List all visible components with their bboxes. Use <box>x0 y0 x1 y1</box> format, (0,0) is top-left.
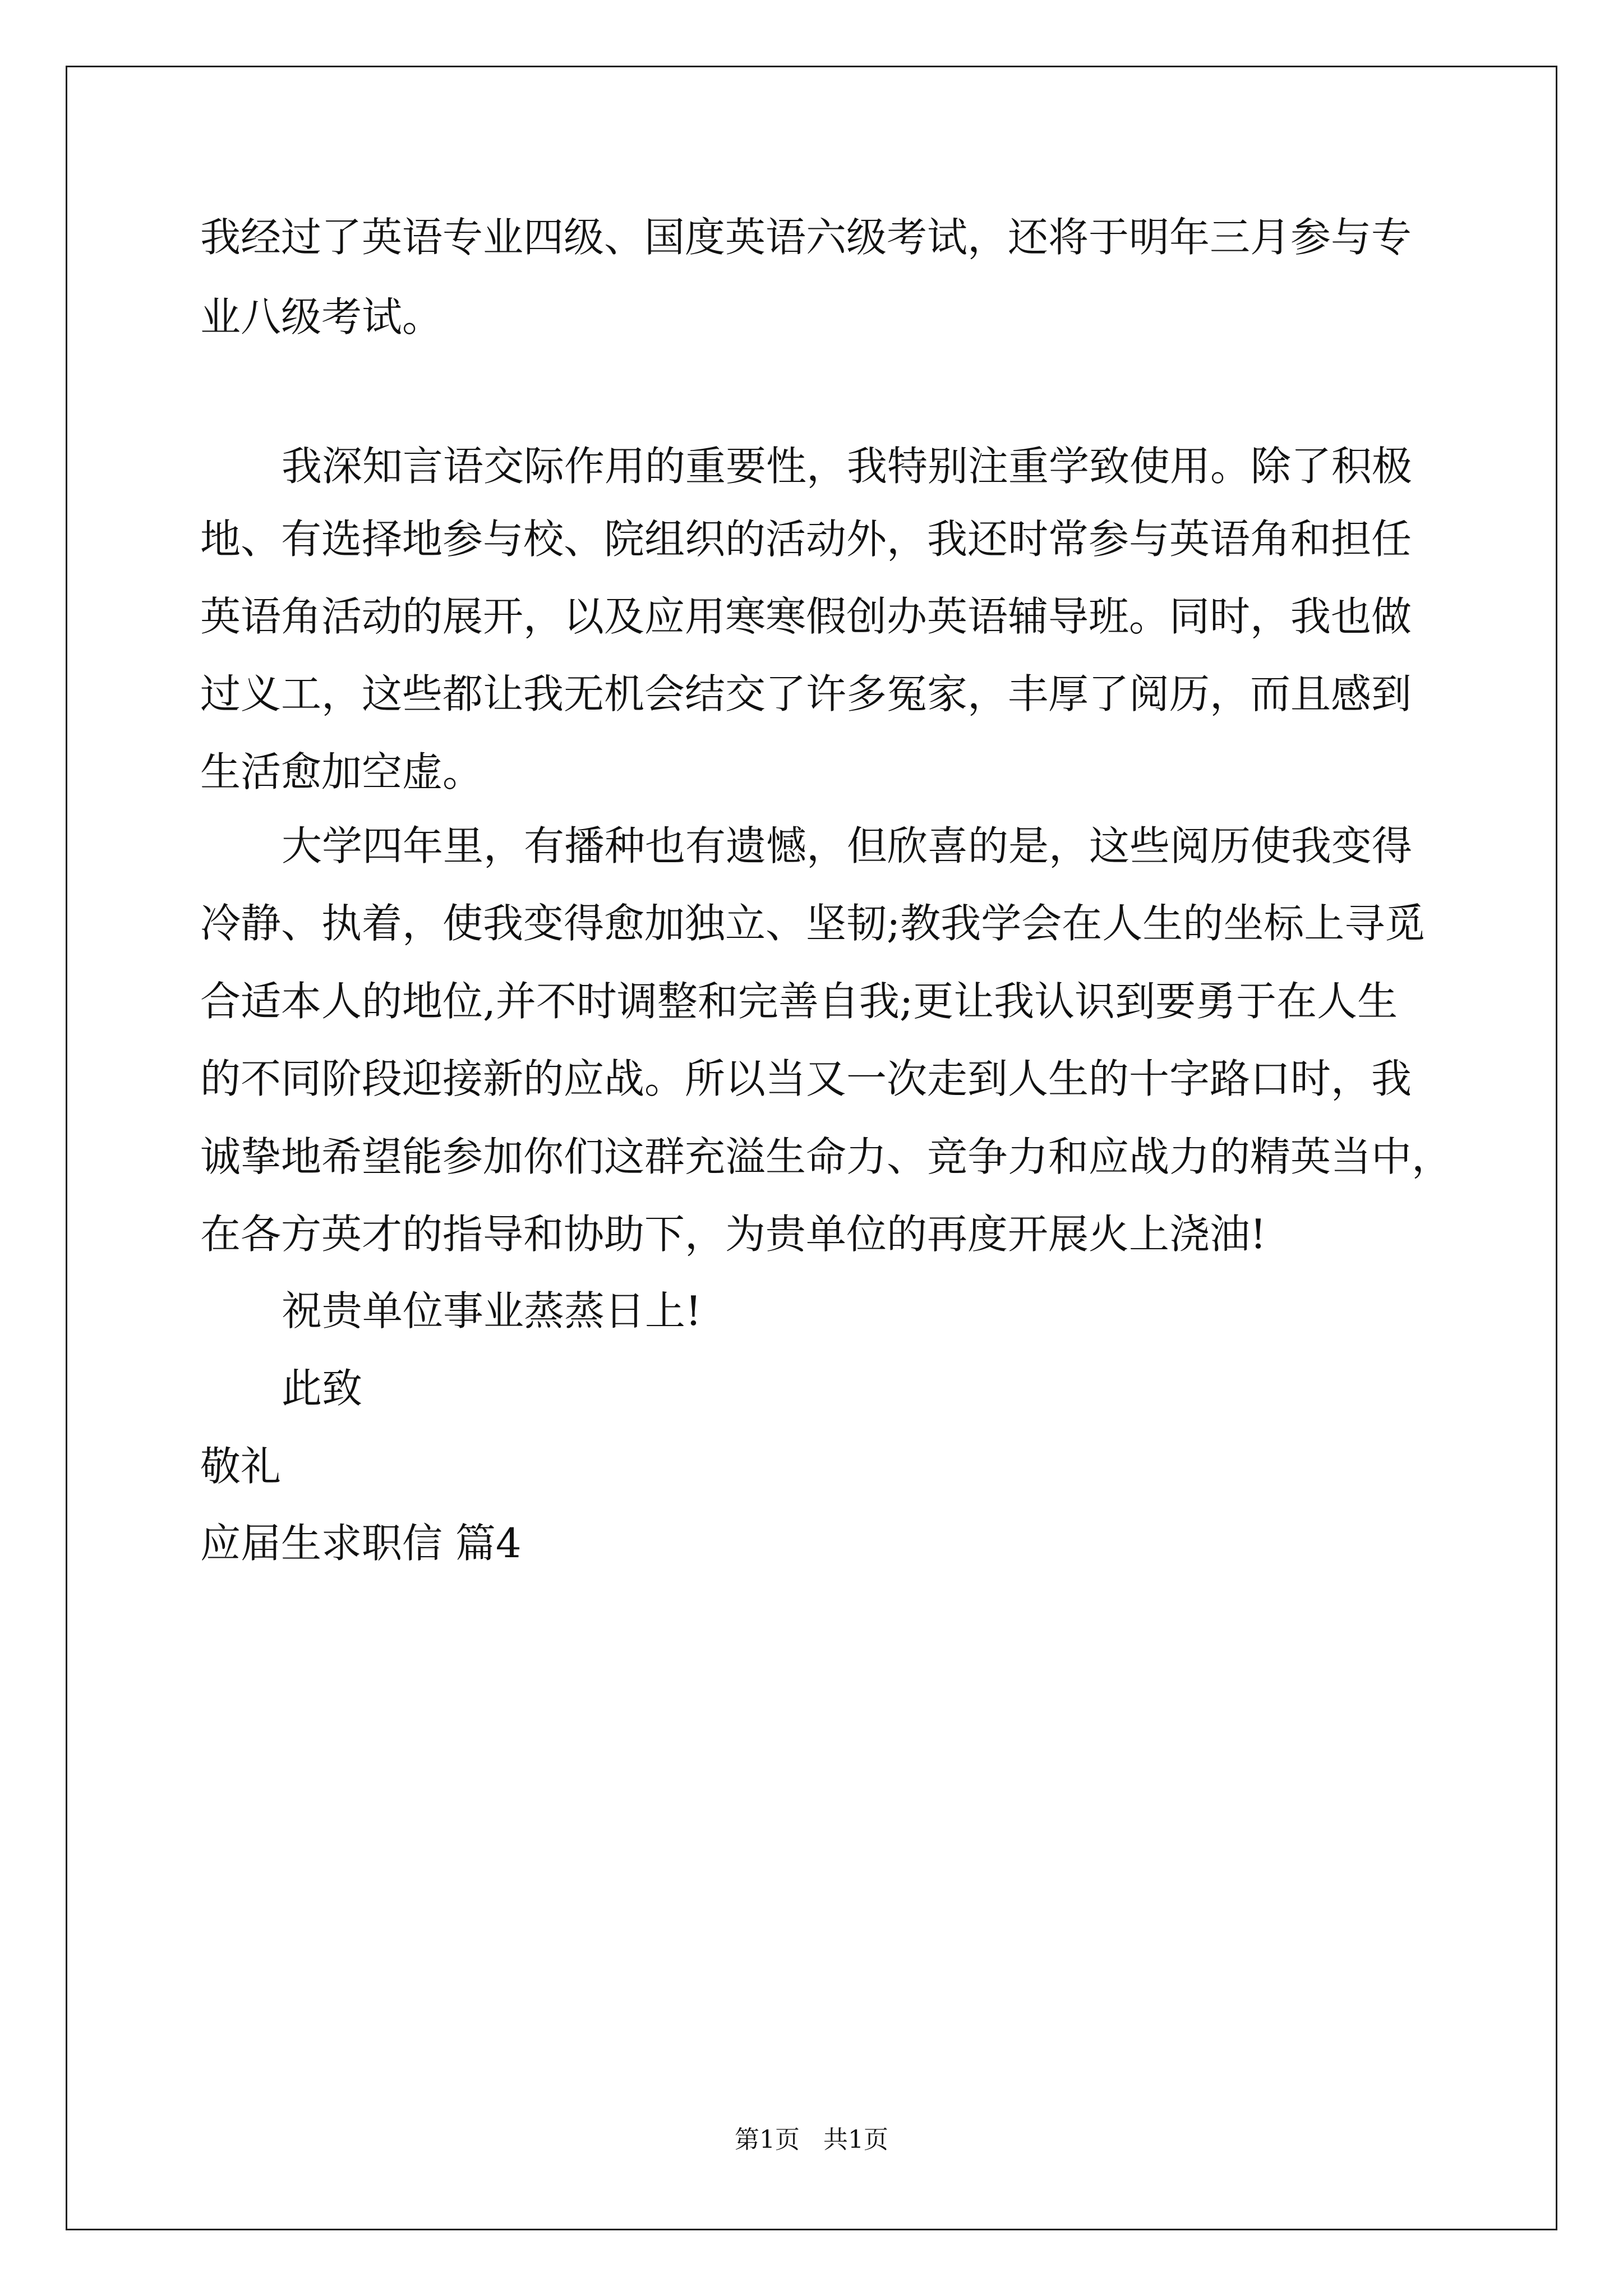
body-line-2: 业八级考试。 <box>200 293 443 341</box>
body-line-7: 生活愈加空虚。 <box>200 748 483 795</box>
body-line-10: 合适本人的地位,并不时调整和完善自我;更让我认识到要勇于在人生 <box>200 978 1398 1025</box>
body-line-12: 诚挚地希望能参加你们这群充溢生命力、竞争力和应战力的精英当中， <box>200 1133 1453 1180</box>
body-line-11: 的不同阶段迎接新的应战。所以当又一次走到人生的十字路口时，我 <box>200 1055 1412 1102</box>
closing-wish: 祝贵单位事业蒸蒸日上! <box>282 1287 702 1335</box>
closing-regards: 敬礼 <box>200 1443 282 1490</box>
page-number-footer: 第1页 共1页 <box>735 2125 888 2154</box>
body-line-3: 我深知言语交际作用的重要性，我特别注重学致使用。除了积极 <box>282 443 1413 490</box>
section-heading: 应届生求职信 篇4 <box>200 1520 522 1567</box>
body-line-5: 英语角活动的展开，以及应用寒寒假创办英语辅导班。同时，我也做 <box>200 593 1412 640</box>
body-line-6: 过义工，这些都让我无机会结交了许多冤家，丰厚了阅历，而且感到 <box>200 670 1412 717</box>
closing-salutation: 此致 <box>282 1365 363 1412</box>
body-line-4: 地、有选择地参与校、院组织的活动外，我还时常参与英语角和担任 <box>200 516 1412 563</box>
body-line-8: 大学四年里，有播种也有遗憾，但欣喜的是，这些阅历使我变得 <box>282 822 1413 869</box>
body-line-9: 冷静、执着，使我变得愈加独立、坚韧;教我学会在人生的坐标上寻觅 <box>200 900 1426 947</box>
body-line-1: 我经过了英语专业四级、国度英语六级考试，还将于明年三月参与专 <box>200 214 1412 261</box>
body-line-13: 在各方英才的指导和协助下，为贵单位的再度开展火上浇油! <box>200 1211 1266 1258</box>
